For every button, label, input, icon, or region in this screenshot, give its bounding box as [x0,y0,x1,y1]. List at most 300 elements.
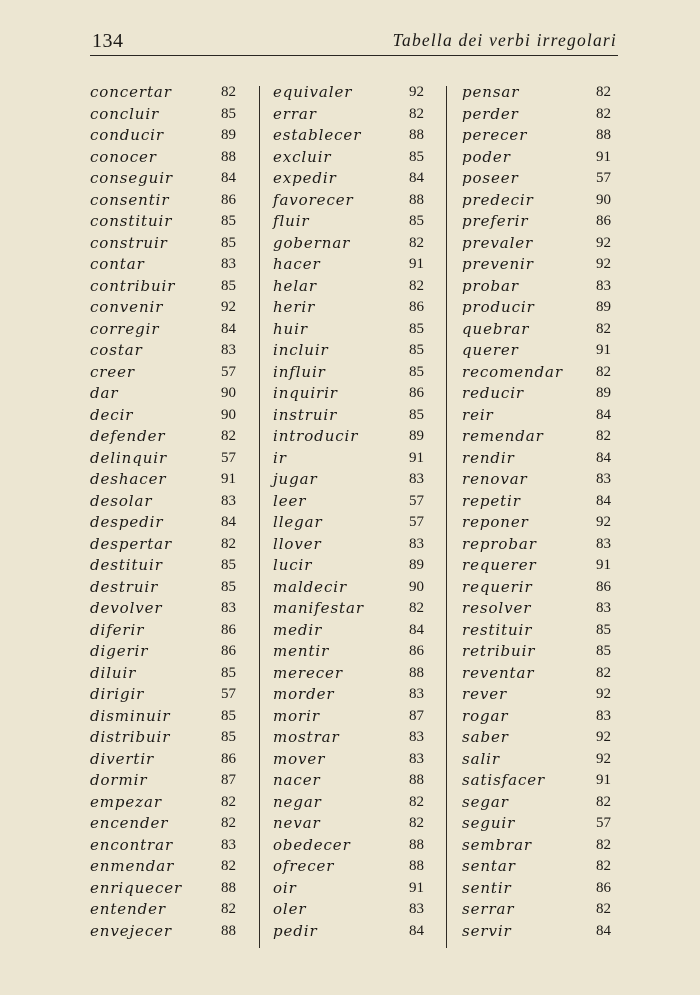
verb-infinitive: herir [273,298,316,316]
verb-infinitive: concluir [90,104,160,123]
verb-column-1 [90,82,270,942]
verb-entry [90,147,270,169]
conjugation-model-number: 91 [596,557,611,573]
verb-infinitive: querer [462,341,519,359]
verb-entry [273,620,453,642]
verb-entry [462,469,642,491]
conjugation-model-number: 84 [596,449,611,466]
verb-infinitive: reducir [462,384,524,402]
conjugation-model-number: 85 [409,148,424,165]
verb-entry [90,340,270,362]
verb-infinitive: prevaler [462,233,534,252]
verb-infinitive: mentir [273,642,330,660]
conjugation-model-number: 85 [409,363,424,380]
conjugation-model-number: 86 [409,299,424,315]
conjugation-model-number: 88 [409,772,424,788]
verb-entry [273,448,453,470]
verb-infinitive: perder [462,104,519,123]
verb-infinitive: rendir [462,448,515,467]
verb-entry [273,512,453,534]
verb-infinitive: perecer [462,126,528,144]
conjugation-model-number: 85 [409,320,424,337]
column-divider-2 [446,86,447,948]
verb-infinitive: rogar [462,706,509,725]
conjugation-model-number: 92 [596,686,611,702]
verb-entry [90,448,270,470]
verb-infinitive: contribuir [90,276,176,295]
verb-infinitive: instruir [273,405,338,424]
verb-entry [90,620,270,642]
verb-infinitive: establecer [273,126,362,144]
verb-entry [273,684,453,706]
verb-entry [462,362,642,384]
verb-entry [273,211,453,233]
conjugation-model-number: 89 [596,385,611,401]
verb-entry [273,749,453,771]
conjugation-model-number: 57 [596,170,611,186]
verb-infinitive: poseer [462,169,519,187]
verb-infinitive: inquirir [273,384,338,402]
verb-entry [90,297,270,319]
verb-infinitive: diluir [90,663,137,682]
verb-entry [90,856,270,878]
column-divider-1 [259,86,260,948]
verb-infinitive: producir [462,298,535,316]
conjugation-model-number: 82 [221,901,236,917]
verb-infinitive: favorecer [273,190,354,209]
verb-infinitive: destituir [90,556,163,574]
verb-entry [462,297,642,319]
verb-infinitive: requerer [462,556,537,574]
conjugation-model-number: 83 [596,707,611,724]
verb-entry [273,426,453,448]
conjugation-model-number: 85 [221,105,236,122]
verb-entry [462,706,642,728]
conjugation-model-number: 82 [596,84,611,100]
verb-entry [90,254,270,276]
verb-entry [462,211,642,233]
verb-entry [90,663,270,685]
conjugation-model-number: 57 [221,449,236,466]
verb-entry [90,555,270,577]
verb-infinitive: manifestar [273,599,364,617]
verb-infinitive: ir [273,448,287,467]
verb-infinitive: sentar [462,857,516,875]
conjugation-model-number: 91 [409,256,424,272]
conjugation-model-number: 86 [596,879,611,896]
verb-infinitive: pedir [273,921,318,940]
conjugation-model-number: 84 [221,170,236,186]
verb-infinitive: segar [462,792,509,811]
verb-infinitive: reventar [462,663,535,682]
verb-infinitive: enmendar [90,857,175,875]
conjugation-model-number: 82 [596,901,611,917]
conjugation-model-number: 88 [221,879,236,896]
verb-entry [273,555,453,577]
verb-entry [90,598,270,620]
verb-infinitive: retribuir [462,642,536,660]
conjugation-model-number: 83 [409,750,424,767]
verb-infinitive: dormir [90,771,148,789]
conjugation-model-number: 84 [596,492,611,509]
conjugation-model-number: 84 [221,320,236,337]
verb-entry [90,190,270,212]
conjugation-model-number: 91 [409,879,424,896]
verb-entry [462,641,642,663]
verb-infinitive: merecer [273,663,343,682]
conjugation-model-number: 85 [221,729,236,745]
verb-infinitive: equivaler [273,83,353,101]
verb-entry [90,82,270,104]
verb-infinitive: prevenir [462,255,534,273]
verb-infinitive: corregir [90,319,160,338]
verb-entry [462,512,642,534]
conjugation-model-number: 82 [221,84,236,100]
conjugation-model-number: 91 [596,342,611,358]
verb-entry [273,147,453,169]
conjugation-model-number: 86 [221,643,236,659]
verb-infinitive: restituir [462,620,533,639]
verb-infinitive: contar [90,255,145,273]
conjugation-model-number: 91 [596,772,611,788]
conjugation-model-number: 83 [221,256,236,272]
verb-entry [462,770,642,792]
conjugation-model-number: 85 [596,621,611,638]
verb-entry [90,469,270,491]
verb-entry [90,362,270,384]
verb-entry [90,211,270,233]
conjugation-model-number: 83 [409,686,424,702]
verb-entry [462,254,642,276]
verb-infinitive: obedecer [273,835,351,854]
verb-entry [273,233,453,255]
verb-column-3 [462,82,642,942]
verb-infinitive: mover [273,749,326,768]
verb-infinitive: serrar [462,900,515,918]
verb-entry [273,770,453,792]
verb-entry [462,534,642,556]
verb-infinitive: llover [273,534,322,553]
conjugation-model-number: 85 [409,213,424,229]
verb-entry [90,899,270,921]
verb-infinitive: construir [90,233,168,252]
verb-infinitive: errar [273,104,317,123]
conjugation-model-number: 85 [221,707,236,724]
verb-infinitive: defender [90,427,166,445]
verb-infinitive: negar [273,792,322,811]
conjugation-model-number: 91 [596,148,611,165]
verb-infinitive: remendar [462,427,544,445]
verb-entry [273,168,453,190]
verb-entry [273,297,453,319]
verb-entry [462,190,642,212]
verb-entry [273,362,453,384]
verb-infinitive: diferir [90,620,145,639]
verb-entry [90,405,270,427]
verb-entry [273,276,453,298]
conjugation-model-number: 92 [596,750,611,767]
verb-entry [462,233,642,255]
conjugation-model-number: 57 [221,363,236,380]
verb-entry [462,383,642,405]
verb-entry [90,878,270,900]
conjugation-model-number: 87 [409,707,424,724]
verb-entry [273,598,453,620]
conjugation-model-number: 85 [221,557,236,573]
verb-entry [462,598,642,620]
verb-entry [90,727,270,749]
conjugation-model-number: 86 [596,578,611,595]
verb-infinitive: ofrecer [273,857,335,875]
verb-infinitive: poder [462,147,511,166]
verb-entry [273,469,453,491]
conjugation-model-number: 83 [596,600,611,616]
verb-entry [462,276,642,298]
conjugation-model-number: 82 [409,105,424,122]
conjugation-model-number: 92 [409,84,424,100]
verb-entry [462,727,642,749]
verb-infinitive: oler [273,900,307,918]
verb-infinitive: constituir [90,212,173,230]
verb-infinitive: reprobar [462,534,537,553]
conjugation-model-number: 84 [409,922,424,939]
verb-infinitive: resolver [462,599,532,617]
verb-infinitive: conocer [90,147,157,166]
conjugation-model-number: 57 [409,492,424,509]
verb-infinitive: despertar [90,534,173,553]
verb-infinitive: saber [462,728,509,746]
conjugation-model-number: 83 [221,492,236,509]
conjugation-model-number: 85 [221,213,236,229]
verb-infinitive: conseguir [90,169,173,187]
verb-entry [462,147,642,169]
verb-infinitive: costar [90,341,143,359]
conjugation-model-number: 82 [409,793,424,810]
conjugation-model-number: 88 [221,148,236,165]
conjugation-model-number: 92 [596,729,611,745]
verb-infinitive: quebrar [462,319,530,338]
conjugation-model-number: 82 [596,836,611,853]
verb-entry [273,921,453,943]
verb-entry [462,749,642,771]
verb-infinitive: gobernar [273,233,351,252]
conjugation-model-number: 91 [221,471,236,487]
conjugation-model-number: 82 [409,234,424,251]
verb-entry [462,125,642,147]
verb-infinitive: disminuir [90,706,171,725]
verb-infinitive: deshacer [90,470,167,488]
verb-entry [273,856,453,878]
conjugation-model-number: 84 [221,514,236,530]
conjugation-model-number: 89 [409,428,424,444]
verb-entry [462,491,642,513]
conjugation-model-number: 82 [409,600,424,616]
conjugation-model-number: 82 [596,320,611,337]
verb-infinitive: helar [273,276,317,295]
verb-infinitive: consentir [90,190,170,209]
verb-entry [90,749,270,771]
verb-infinitive: repetir [462,491,521,510]
conjugation-model-number: 91 [409,449,424,466]
verb-infinitive: empezar [90,792,162,811]
verb-infinitive: huir [273,319,308,338]
conjugation-model-number: 82 [596,105,611,122]
verb-entry [462,577,642,599]
verb-infinitive: excluir [273,147,332,166]
conjugation-model-number: 92 [596,256,611,272]
verb-entry [90,319,270,341]
conjugation-model-number: 83 [409,901,424,917]
verb-entry [273,125,453,147]
verb-infinitive: encender [90,814,169,832]
verb-entry [90,426,270,448]
verb-infinitive: leer [273,491,307,510]
conjugation-model-number: 82 [596,363,611,380]
conjugation-model-number: 86 [221,750,236,767]
verb-entry [90,770,270,792]
conjugation-model-number: 85 [409,406,424,423]
verb-entry [273,190,453,212]
verb-entry [462,319,642,341]
verb-entry [90,921,270,943]
verb-infinitive: devolver [90,599,163,617]
verb-infinitive: delinquir [90,448,168,467]
verb-entry [462,426,642,448]
verb-infinitive: oir [273,878,297,897]
conjugation-model-number: 86 [596,213,611,229]
conjugation-model-number: 85 [221,578,236,595]
verb-infinitive: nacer [273,771,321,789]
verb-entry [90,512,270,534]
conjugation-model-number: 82 [221,815,236,831]
conjugation-model-number: 92 [596,234,611,251]
conjugation-model-number: 82 [221,793,236,810]
verb-infinitive: convenir [90,298,164,316]
verb-entry [273,835,453,857]
verb-entry [273,340,453,362]
verb-entry [90,383,270,405]
verb-infinitive: reponer [462,513,529,531]
conjugation-model-number: 85 [409,342,424,358]
verb-entry [273,383,453,405]
verb-entry [273,534,453,556]
verb-infinitive: decir [90,405,134,424]
verb-infinitive: concertar [90,83,172,101]
conjugation-model-number: 85 [221,664,236,681]
verb-infinitive: creer [90,362,135,381]
conjugation-model-number: 84 [596,406,611,423]
verb-infinitive: seguir [462,814,516,832]
verb-infinitive: enriquecer [90,878,183,897]
verb-entry [462,921,642,943]
verb-entry [273,792,453,814]
verb-entry [462,340,642,362]
verb-infinitive: llegar [273,513,323,531]
verb-entry [90,534,270,556]
conjugation-model-number: 88 [596,127,611,143]
conjugation-model-number: 57 [596,815,611,831]
verb-entry [90,792,270,814]
conjugation-model-number: 89 [409,557,424,573]
verb-entry [273,706,453,728]
verb-infinitive: destruir [90,577,159,596]
verb-infinitive: probar [462,276,519,295]
verb-infinitive: servir [462,921,512,940]
conjugation-model-number: 88 [409,664,424,681]
conjugation-model-number: 86 [221,191,236,208]
conjugation-model-number: 57 [409,514,424,530]
conjugation-model-number: 92 [221,299,236,315]
verb-entry [462,82,642,104]
verb-infinitive: salir [462,749,500,768]
verb-entry [90,104,270,126]
conjugation-model-number: 88 [409,127,424,143]
conjugation-model-number: 84 [596,922,611,939]
verb-infinitive: medir [273,620,323,639]
verb-entry [90,641,270,663]
verb-entry [273,641,453,663]
verb-infinitive: morir [273,706,320,725]
verb-infinitive: despedir [90,513,164,531]
verb-entry [462,684,642,706]
verb-infinitive: jugar [273,470,318,488]
verb-entry [462,168,642,190]
verb-infinitive: rever [462,685,508,703]
conjugation-model-number: 90 [221,406,236,423]
conjugation-model-number: 82 [221,535,236,552]
verb-infinitive: requerir [462,577,533,596]
verb-infinitive: morder [273,685,335,703]
conjugation-model-number: 88 [409,858,424,874]
header-rule [90,55,618,56]
conjugation-model-number: 88 [409,191,424,208]
verb-entry [90,706,270,728]
conjugation-model-number: 82 [409,815,424,831]
verb-entry [90,491,270,513]
verb-infinitive: renovar [462,470,528,488]
conjugation-model-number: 84 [409,621,424,638]
conjugation-model-number: 92 [596,514,611,530]
verb-infinitive: mostrar [273,728,340,746]
verb-entry [90,813,270,835]
verb-infinitive: satisfacer [462,771,546,789]
page-number: 134 [92,30,124,52]
verb-infinitive: nevar [273,814,321,832]
verb-infinitive: incluir [273,341,329,359]
verb-infinitive: expedir [273,169,337,187]
verb-entry [462,878,642,900]
page-header [92,28,617,58]
verb-entry [462,448,642,470]
verb-entry [90,276,270,298]
conjugation-model-number: 88 [221,922,236,939]
verb-infinitive: maldecir [273,577,348,596]
verb-entry [273,319,453,341]
verb-entry [462,405,642,427]
conjugation-model-number: 82 [221,858,236,874]
verb-entry [273,878,453,900]
conjugation-model-number: 82 [221,428,236,444]
verb-entry [273,899,453,921]
verb-entry [273,491,453,513]
conjugation-model-number: 83 [221,342,236,358]
conjugation-model-number: 87 [221,772,236,788]
verb-infinitive: encontrar [90,835,174,854]
verb-infinitive: distribuir [90,728,171,746]
verb-infinitive: reir [462,405,494,424]
conjugation-model-number: 90 [596,191,611,208]
verb-entry [273,663,453,685]
